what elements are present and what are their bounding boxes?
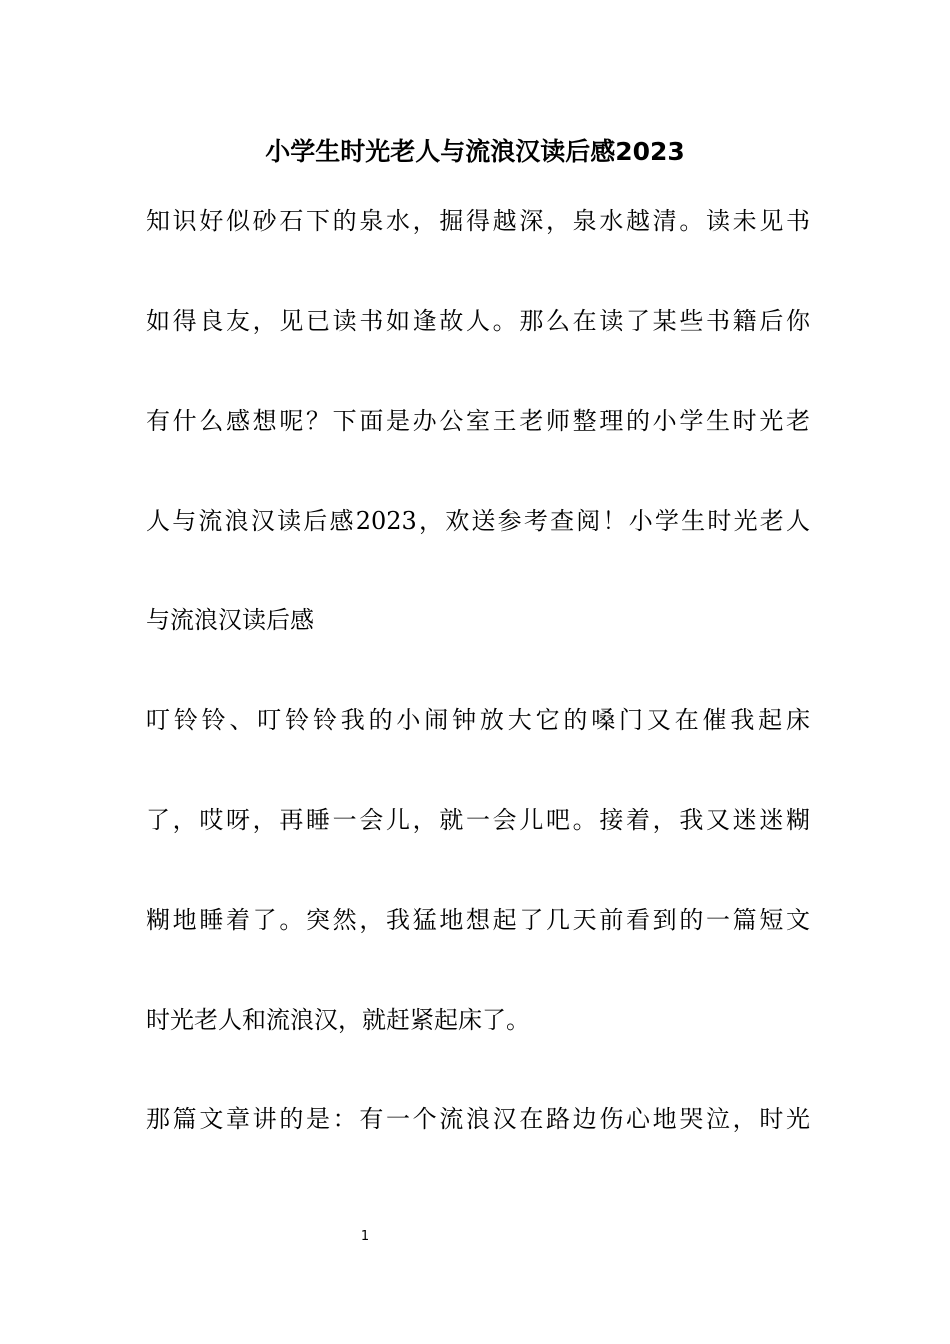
body-line-3: 有什么感想呢？下面是办公室王老师整理的小学生时光老	[146, 407, 810, 435]
body-line-10: 那篇文章讲的是：有一个流浪汉在路边伤心地哭泣，时光	[146, 1105, 810, 1133]
body-line-1: 知识好似砂石下的泉水，掘得越深，泉水越清。读未见书	[146, 207, 810, 235]
document-title: 小学生时光老人与流浪汉读后感2023	[265, 137, 685, 166]
body-line-2: 如得良友，见已读书如逢故人。那么在读了某些书籍后你	[146, 307, 810, 335]
body-line-9: 时光老人和流浪汉，就赶紧起床了。	[146, 1006, 530, 1034]
body-line-4: 人与流浪汉读后感2023，欢送参考查阅！小学生时光老人	[146, 507, 810, 535]
body-line-7: 了，哎呀，再睡一会儿，就一会儿吧。接着，我又迷迷糊	[146, 806, 810, 834]
body-line-8: 糊地睡着了。突然，我猛地想起了几天前看到的一篇短文	[146, 906, 810, 934]
body-line-6: 叮铃铃、叮铃铃我的小闹钟放大它的嗓门又在催我起床	[146, 706, 810, 734]
body-line-5: 与流浪汉读后感	[146, 606, 314, 634]
page-number: 1	[360, 1229, 370, 1244]
